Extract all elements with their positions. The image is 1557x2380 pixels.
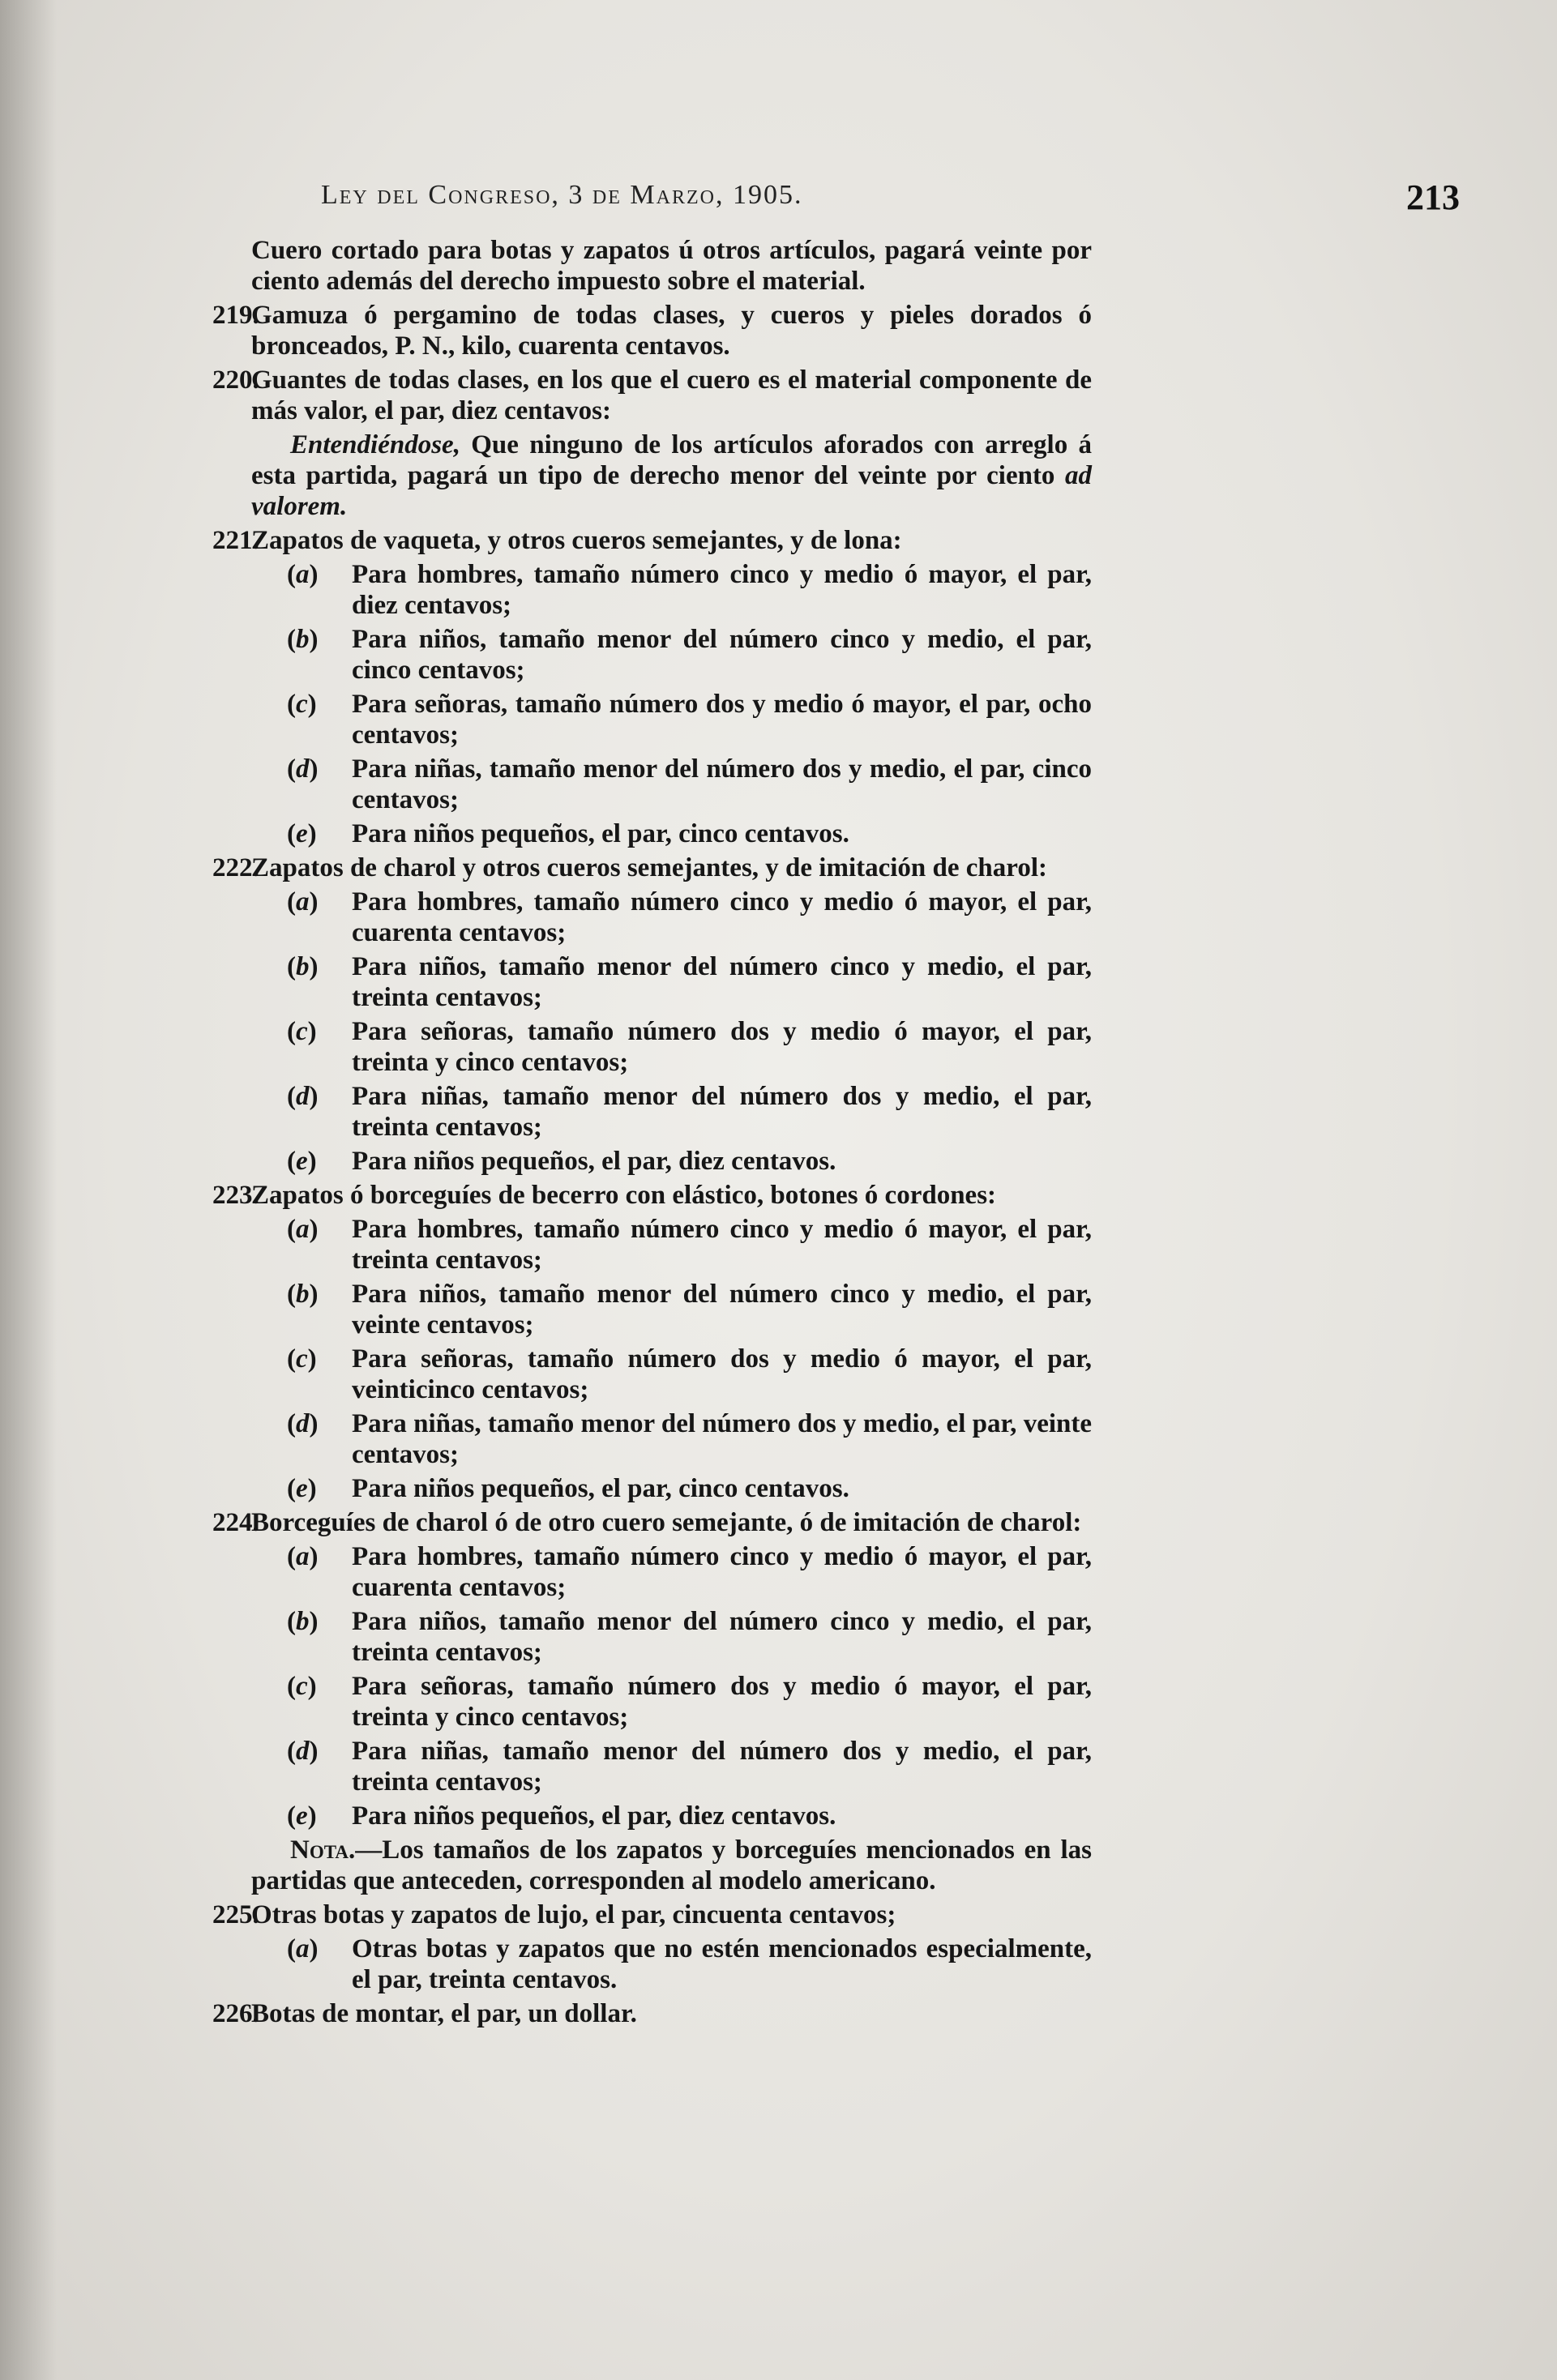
proviso-lead: Entendiéndose, [290, 430, 460, 459]
article-number: 224. [212, 1508, 259, 1537]
list-item: (e) Para niños pequeños, el par, diez centavos. [287, 1801, 836, 1831]
article-226 [212, 1998, 1092, 2029]
article-number: 225. [212, 1900, 259, 1929]
proviso-paragraph [212, 429, 1092, 522]
article-text: Otras botas y zapatos de lujo, el par, cincuenta centavos; [251, 1900, 896, 1929]
list-item: (a) Para hombres, tamaño número cinco y medio ó mayor, el par, cuarenta centavos; [287, 1542, 1092, 1602]
article-number: 221. [212, 526, 259, 555]
continuation-paragraph: Cuero cortado para botas y zapatos ú otros artículos, pagará veinte por ciento además del derecho impuesto sobre el material. [251, 236, 1092, 296]
note-label: Nota. [290, 1835, 356, 1865]
article-219 [212, 300, 1092, 361]
article-text: Botas de montar, el par, un dollar. [251, 1999, 637, 2028]
proviso-text: Que ninguno de los artículos aforados con arreglo á esta partida, pagará un tipo de derecho menor del veinte por ciento [251, 430, 1093, 490]
document-body [212, 235, 1092, 2032]
article-number: 223. [212, 1181, 259, 1210]
list-item: (b) Para niños, tamaño menor del número cinco y medio, el par, treinta centavos; [287, 952, 1092, 1012]
list-item: (e) Para niños pequeños, el par, diez centavos. [287, 1147, 836, 1176]
page-number: 213 [1406, 177, 1460, 217]
article-number: 222. [212, 853, 259, 882]
list-item: (d) Para niñas, tamaño menor del número dos y medio, el par, veinte centavos; [287, 1409, 1092, 1469]
list-item: (a) Para hombres, tamaño número cinco y medio ó mayor, el par, cuarenta centavos; [287, 887, 1092, 947]
article-number: 219. [212, 301, 259, 330]
article-text: Borceguíes de charol ó de otro cuero semejante, ó de imitación de charol: [251, 1508, 1082, 1537]
list-item: (d) Para niñas, tamaño menor del número dos y medio, el par, treinta centavos; [287, 1082, 1092, 1142]
list-item: (b) Para niños, tamaño menor del número cinco y medio, el par, veinte centavos; [287, 1280, 1092, 1340]
note-text: —Los tamaños de los zapatos y borceguíes mencionados en las partidas que anteceden, corresponden al modelo americano. [251, 1835, 1092, 1895]
list-item: (e) Para niños pequeños, el par, cinco centavos. [287, 1474, 849, 1503]
article-text: Zapatos de vaqueta, y otros cueros semejantes, y de lona: [251, 526, 902, 555]
article-text: Guantes de todas clases, en los que el cuero es el material componente de más valor, el par, diez centavos: [251, 365, 1092, 425]
scan-edge-shadow [0, 0, 57, 2380]
list-item: (b) Para niños, tamaño menor del número cinco y medio, el par, treinta centavos; [287, 1607, 1092, 1667]
list-item: (c) Para señoras, tamaño número dos y medio ó mayor, el par, treinta y cinco centavos; [287, 1672, 1092, 1732]
list-item: (d) Para niñas, tamaño menor del número dos y medio, el par, treinta centavos; [287, 1737, 1092, 1797]
list-item: (a) Para hombres, tamaño número cinco y medio ó mayor, el par, treinta centavos; [287, 1215, 1092, 1275]
list-item: (e) Para niños pequeños, el par, cinco centavos. [287, 819, 849, 848]
list-item: (c) Para señoras, tamaño número dos y medio ó mayor, el par, veinticinco centavos; [287, 1344, 1092, 1404]
article-224 [212, 1507, 1092, 1538]
article-text: Gamuza ó pergamino de todas clases, y cueros y pieles dorados ó bronceados, P. N., kilo, cuarenta centavos. [251, 301, 1092, 361]
running-head: Ley del Congreso, 3 de Marzo, 1905. [321, 180, 803, 210]
article-text: Zapatos ó borceguíes de becerro con elástico, botones ó cordones: [251, 1181, 997, 1210]
article-text: Zapatos de charol y otros cueros semejantes, y de imitación de charol: [251, 853, 1047, 882]
article-225 [212, 1899, 1092, 1930]
proviso-tail: ad valorem. [251, 461, 1092, 521]
list-item: (c) Para señoras, tamaño número dos y medio ó mayor, el par, treinta y cinco centavos; [287, 1017, 1092, 1077]
article-223 [212, 1180, 1092, 1211]
list-item: (a) Para hombres, tamaño número cinco y medio ó mayor, el par, diez centavos; [287, 560, 1092, 620]
list-item: (d) Para niñas, tamaño menor del número dos y medio, el par, cinco centavos; [287, 754, 1092, 814]
article-222 [212, 852, 1092, 883]
article-number: 220. [212, 365, 259, 395]
note-paragraph [212, 1835, 1092, 1896]
list-item: (c) Para señoras, tamaño número dos y medio ó mayor, el par, ocho centavos; [287, 690, 1092, 750]
article-221 [212, 525, 1092, 556]
list-item: (b) Para niños, tamaño menor del número cinco y medio, el par, cinco centavos; [287, 625, 1092, 685]
list-item: (a) Otras botas y zapatos que no estén mencionados especialmente, el par, treinta centavos. [287, 1934, 1092, 1994]
article-number: 226. [212, 1999, 259, 2028]
article-220 [212, 365, 1092, 426]
